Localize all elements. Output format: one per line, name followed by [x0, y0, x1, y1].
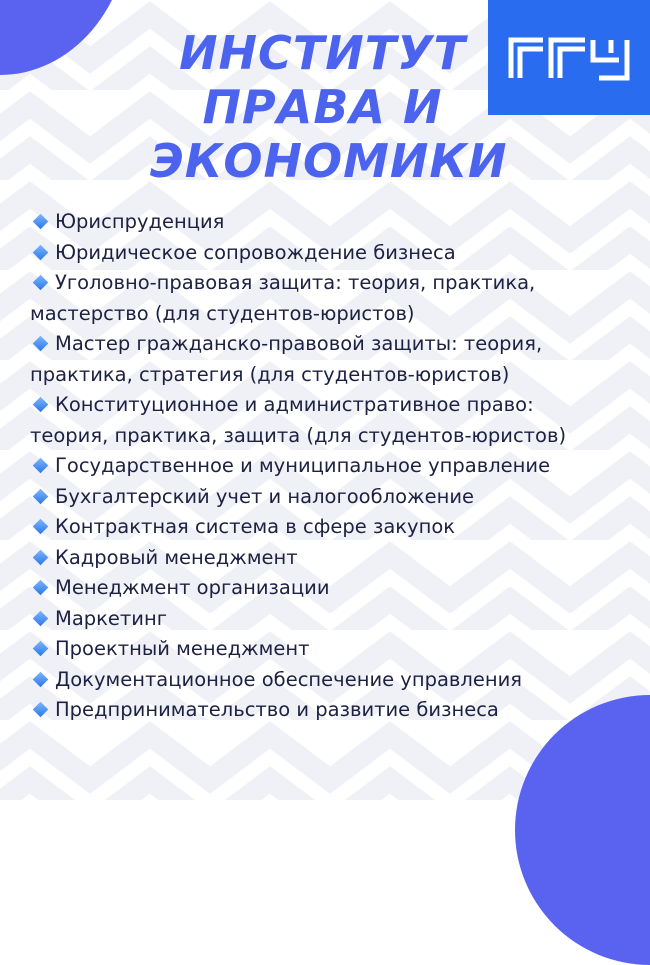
- list-item: [30, 238, 610, 269]
- list-item: [30, 543, 610, 574]
- program-label: Проектный менеджмент: [55, 637, 310, 660]
- program-label: Предпринимательство и развитие бизнеса: [55, 698, 499, 721]
- list-item: [30, 451, 610, 482]
- title-line: ПРАВА И: [202, 80, 443, 134]
- program-label: Уголовно-правовая защита: теория, практика, мастерство (для студентов-юристов): [30, 271, 536, 325]
- program-label: Юриспруденция: [55, 210, 225, 233]
- list-item: [30, 512, 610, 543]
- program-label: Документационное обеспечение управления: [55, 667, 523, 691]
- diamond-bullet-icon: [33, 702, 49, 718]
- list-item: [30, 329, 610, 390]
- list-item: [30, 604, 610, 635]
- diamond-bullet-icon: [33, 244, 49, 260]
- diamond-bullet-icon: [33, 488, 49, 504]
- diamond-bullet-icon: [33, 549, 49, 565]
- program-label: Маркетинг: [55, 606, 167, 630]
- title-line: ИНСТИТУТ: [179, 26, 466, 80]
- diamond-bullet-icon: [33, 610, 49, 626]
- logo: [488, 0, 650, 115]
- list-item: [30, 695, 610, 726]
- list-item: [30, 482, 610, 513]
- list-item: [30, 573, 610, 604]
- title-line: ЭКОНОМИКИ: [150, 134, 508, 188]
- diamond-bullet-icon: [33, 641, 49, 657]
- program-label: Кадровый менеджмент: [55, 545, 298, 569]
- diamond-bullet-icon: [33, 214, 49, 230]
- list-item: [30, 207, 610, 238]
- program-label: Контрактная система в сфере закупок: [55, 515, 456, 538]
- diamond-bullet-icon: [33, 397, 49, 413]
- program-label: Мастер гражданско-правовой защиты: теория, практика, стратегия (для студентов-юристов): [30, 332, 543, 386]
- list-item: [30, 634, 610, 665]
- program-label: Конституционное и административное право: теория, практика, защита (для студентов-юристов): [30, 393, 567, 447]
- diamond-bullet-icon: [33, 458, 49, 474]
- list-item: [30, 268, 610, 329]
- diamond-bullet-icon: [33, 671, 49, 687]
- diamond-bullet-icon: [33, 336, 49, 352]
- diamond-bullet-icon: [33, 519, 49, 535]
- program-label: Юридическое сопровождение бизнеса: [55, 240, 456, 264]
- program-label: Бухгалтерский учет и налогообложение: [55, 484, 474, 508]
- diamond-bullet-icon: [33, 275, 49, 291]
- diamond-bullet-icon: [33, 580, 49, 596]
- page-title: [150, 26, 508, 188]
- list-item: [30, 390, 610, 451]
- list-item: [30, 665, 610, 696]
- program-list: [30, 207, 610, 726]
- program-label: Менеджмент организации: [55, 576, 330, 599]
- logo-mark-icon: [507, 36, 631, 82]
- program-label: Государственное и муниципальное управление: [55, 454, 551, 477]
